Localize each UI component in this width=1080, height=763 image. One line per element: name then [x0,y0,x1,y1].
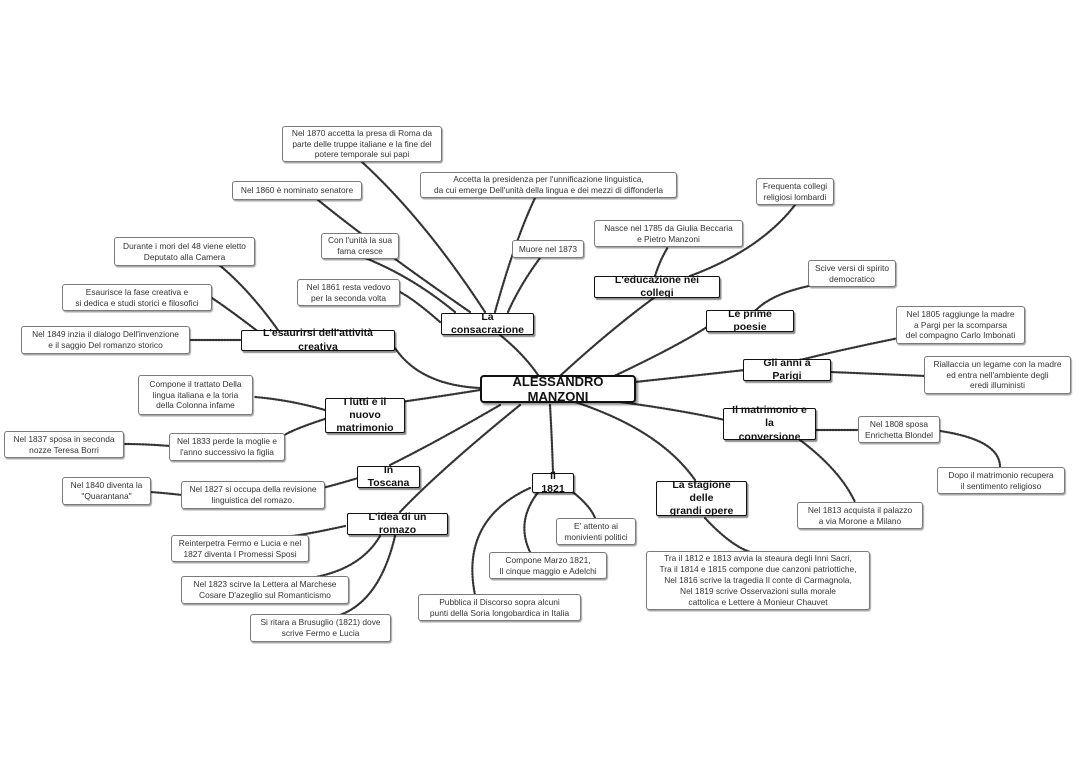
link-1821-marzo [524,490,540,552]
leaf-marzo-1821: Compone Marzo 1821, Il cinque maggio e Adelchi [489,552,607,579]
branch-1821: Il 1821 [532,473,574,493]
branch-idea-romanzo: L'idea di un romazo [347,513,448,535]
branch-educazione: L'educazione nei collegi [594,276,720,298]
central-topic: ALESSANDRO MANZONI [480,375,636,403]
leaf-1808-sposa: Nel 1808 sposa Enrichetta Blondel [858,416,940,443]
link-1833-1837 [124,444,170,446]
link-center-matrimonio [620,402,725,420]
leaf-1827-revisione: Nel 1827 si occupa della revisione linguistica del romazo. [181,481,325,509]
leaf-collegi-religiosi: Frequenta collegi religiosi lombardi [756,178,834,205]
leaf-moti-48: Durante i mori del 48 viene eletto Deputato alla Camera [114,237,255,266]
leaf-nasce-1785: Nasce nel 1785 da Giulia Beccaria e Pietro Manzoni [594,220,743,247]
leaf-versi-democratici: Scive versi di spirito democratico [808,260,896,287]
link-1821-attento [570,490,595,518]
leaf-trattato-lingua: Compone il trattato Della lingua italiana e la toria della Colonna infame [138,375,253,415]
leaf-1813-palazzo: Nel 1813 acquista il palazzo a via Morone a Milano [797,502,923,529]
branch-parigi: Gli anni a Parigi [743,359,831,381]
leaf-muore-1873: Muore nel 1873 [512,240,584,258]
link-grandiopere-opere [705,518,750,552]
branch-consacrazione: La consacrazione [441,313,534,335]
link-esaurirsi-moti48 [218,264,280,333]
link-center-grandiopere [575,402,695,480]
branch-toscana: In Toscana [357,466,420,488]
leaf-attento-politici: E' attento ai monivienti politici [556,518,636,545]
link-center-esaurirsi [395,348,480,388]
branch-grandi-opere: La stagione delle grandi opere [656,481,747,516]
leaf-1833-perde-moglie: Nel 1833 perde la moglie e l'anno successivo la figlia [169,433,285,461]
link-toscana-1827 [322,478,358,488]
leaf-legame-madre: Riallaccia un legame con la madre ed entra nell'ambiente degli eredi illuministi [924,356,1071,394]
link-center-lutti [400,390,480,402]
link-center-consacrazione [500,335,540,378]
leaf-1870-roma: Nel 1870 accetta la presa di Roma da parte delle truppe italiane e la fine del potere temporale sui papi [282,126,442,162]
branch-lutti: I lutti e il nuovo matrimonio [325,398,405,433]
link-center-romanzo [400,405,520,512]
leaf-brusuglio: Si ritara a Brusuglio (1821) dove scrive Fermo e Lucia [250,614,391,642]
branch-matrimonio: Il matrimonio e la conversione [723,408,816,440]
link-1808-sentimento [940,431,1000,467]
link-parigi-legame [830,372,925,376]
leaf-1837-teresa-borri: Nel 1837 sposa in seconda nozze Teresa Borri [4,431,124,458]
link-lutti-trattato [255,397,325,410]
branch-prime-poesie: Le prime poesie [706,310,794,332]
leaf-discorso-longobardica: Pubblica il Discorso sopra alcuni punti della Soria longobardica in Italia [418,594,581,621]
leaf-1861-vedovo: Nel 1861 resta vedovo per la seconda volta [297,279,400,306]
link-romanzo-lettera [310,536,380,578]
link-romanzo-brusuglio [340,536,395,615]
leaf-esaurisce-fase: Esaurisce la fase creativa e si dedica e studi storici e filosofici [62,284,212,311]
branch-esaurirsi: L'esaurirsi dell'attività creativa [241,330,395,351]
leaf-1860-senatore: Nel 1860 è nominato senatore [232,181,362,200]
leaf-presidenza-linguistica: Accetta la presidenza per l'unnificazione linguistica, da cui emerge Dell'unità della lingua e dei mezzi di diffonderla [420,172,677,198]
leaf-1823-lettera: Nel 1823 scirve la Lettera al Marchese Cosare D'azeglio sul Romanticismo [181,576,349,604]
link-consacrazione-muore [508,258,540,312]
link-lutti-1833 [280,418,328,438]
link-1827-quarantana [150,492,182,495]
link-center-parigi [635,370,745,382]
link-center-primepoesie [610,325,710,378]
leaf-fermo-lucia-promessi-sposi: Reinterpetra Fermo e Lucia e nel 1827 diventa I Promessi Sposi [171,535,309,562]
leaf-fama-cresce: Con l'unità la sua fama cresce [321,233,399,259]
link-center-1821 [550,405,553,473]
leaf-stagione-opere: Tra il 1812 e 1813 avvia la steaura degli Inni Sacri, Tra il 1814 e 1815 compone due canzoni patriottiche, Nel 1816 scrive la tragedia Il conte di Carmagnola, Nel 1819 scrive Osservazioni sulla morale cattolica e Lettere à Monieur Chauvet [646,551,870,610]
link-matrimonio-1813 [800,440,855,502]
link-educazione-nasce [655,247,668,276]
leaf-1849-dialogo: Nel 1849 inzia il dialogo Dell'invenzione e il saggio Del romanzo storico [21,326,190,354]
leaf-sentimento-religioso: Dopo il matrimonio recupera il sentimento religioso [937,467,1065,494]
leaf-quarantana: Nel 1840 diventa la "Quarantana" [62,477,151,505]
leaf-1805-parigi: Nel 1805 raggiunge la madre a Pargi per la scomparsa del compagno Carlo Imbonati [896,306,1025,344]
